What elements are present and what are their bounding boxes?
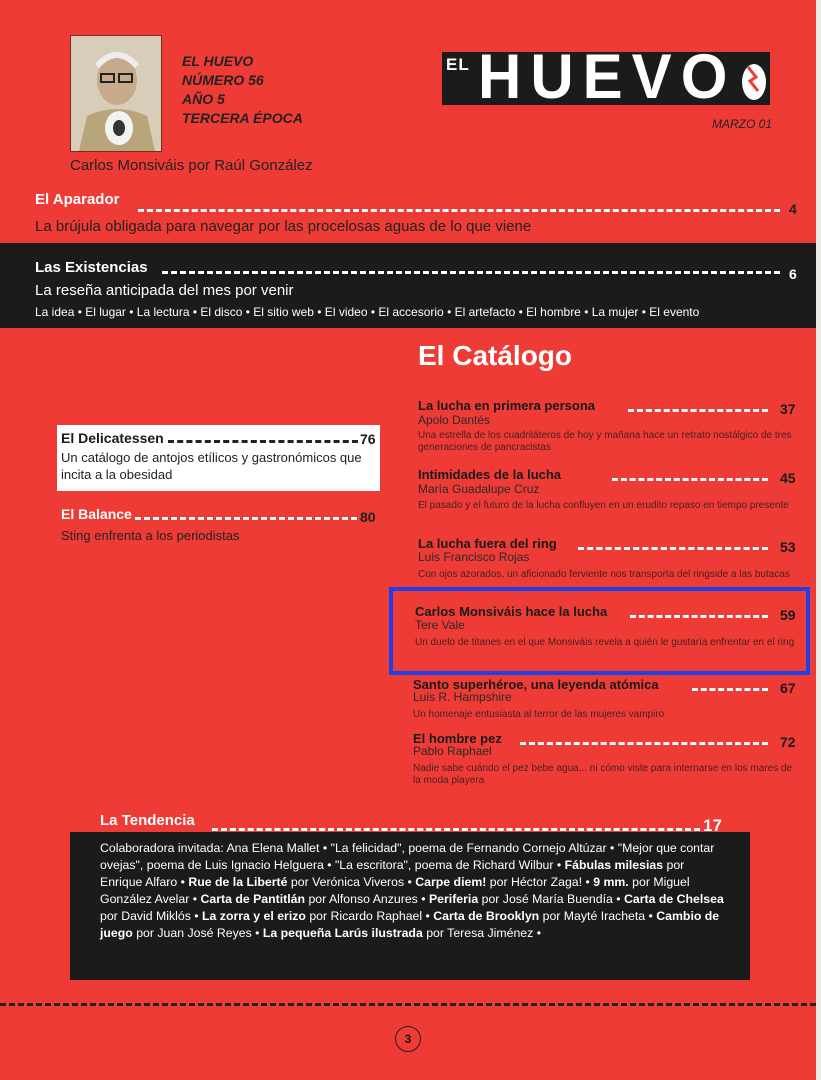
magazine-logo: HUEVO <box>478 41 737 112</box>
contribution-title: Carta de Chelsea <box>624 892 724 906</box>
contribution-title: Fábulas milesias <box>564 858 664 872</box>
leader-line <box>692 688 768 691</box>
contribution-title: Periferia <box>428 892 479 906</box>
issue-line: NÚMERO 56 <box>182 72 264 88</box>
section-existencias-items: La idea • El lugar • La lectura • El disco • El sitio web • El video • El accesorio • El artefacto • El hombre • La mujer • El evento <box>35 305 700 319</box>
leader-line <box>168 440 358 443</box>
contribution-text: por Juan José Reyes • <box>132 926 263 940</box>
article-title: La lucha en primera persona <box>418 398 596 413</box>
issue-line: EL HUEVO <box>182 53 254 69</box>
catalogo-title: El Catálogo <box>418 340 573 371</box>
leader-line <box>520 742 768 745</box>
contribution-text: por David Miklós • <box>100 909 203 923</box>
contribution-text: Colaboradora invitada: Ana Elena Mallet • "La felicidad", poema de Fernando Cornejo Altúzar • "Mejor que contar ovejas", poema de Luis Ignacio Helguera • "La escritora", poema de Richard Wilbur • <box>100 841 715 872</box>
article-description: Un duelo de titanes en el que Monsiváis revela a quién le gustaría enfrentar en el ring <box>415 637 795 648</box>
section-balance-subtitle: Sting enfrenta a los periodistas <box>61 528 240 543</box>
article-page: 72 <box>780 734 796 750</box>
section-existencias-title: Las Existencias <box>35 259 148 276</box>
article-author: Tere Vale <box>415 618 465 632</box>
issue-date: MARZO 01 <box>712 117 773 131</box>
article-author: Luis Francisco Rojas <box>418 550 530 564</box>
section-balance-title: El Balance <box>61 506 132 522</box>
issue-line: AÑO 5 <box>182 91 225 107</box>
article-title: La lucha fuera del ring <box>418 536 557 551</box>
article-page: 67 <box>780 680 796 696</box>
section-delicatessen-title: El Delicatessen <box>61 430 164 446</box>
contribution-text: por Ricardo Raphael • <box>305 909 434 923</box>
contribution-title: 9 mm. <box>593 875 629 889</box>
issue-line: TERCERA ÉPOCA <box>182 110 303 126</box>
section-aparador-subtitle: La brújula obligada para navegar por las procelosas aguas de lo que viene <box>35 218 532 235</box>
article-title: El hombre pez <box>413 731 502 746</box>
article-page: 53 <box>780 539 796 555</box>
contribution-text: por Teresa Jiménez • <box>422 926 542 940</box>
leader-line <box>138 209 780 212</box>
leader-line <box>578 547 768 550</box>
photo-caption: Carlos Monsiváis por Raúl González <box>70 157 313 174</box>
page-number: 3 <box>395 1026 421 1052</box>
contribution-text: por Héctor Zaga! • <box>486 875 594 889</box>
section-aparador-page: 4 <box>789 201 797 217</box>
article-author: Apolo Dantés <box>418 413 491 427</box>
article-title: Santo superhéroe, una leyenda atómica <box>413 677 659 692</box>
contribution-title: Carta de Pantitlán <box>200 892 306 906</box>
logo-small-text: EL <box>446 55 470 74</box>
section-aparador-title: El Aparador <box>35 191 120 208</box>
article-description: El pasado y el futuro de la lucha confluyen en un erudito repaso en tiempo presente <box>418 500 789 511</box>
article-page: 45 <box>780 470 796 486</box>
issue-info <box>182 52 303 128</box>
section-existencias-subtitle: La reseña anticipada del mes por venir <box>35 282 294 299</box>
leader-line <box>162 271 780 274</box>
article-description: Nadie sabe cuándo el pez bebe agua... ni cómo viste para internarse en los mares de la moda playera <box>413 763 793 786</box>
contribution-title: La pequeña Larús ilustrada <box>262 926 423 940</box>
footer-divider <box>0 1003 816 1006</box>
article-description: Un homenaje entusiasta al terror de las mujeres vampiro <box>413 709 665 720</box>
selection-highlight-box <box>389 587 810 675</box>
leader-line <box>135 517 357 520</box>
contribution-title: Rue de la Liberté <box>188 875 288 889</box>
contribution-title: Carpe diem! <box>415 875 487 889</box>
section-balance-page: 80 <box>360 509 376 525</box>
article-description: Con ojos azorados, un aficionado ferviente nos transporta del ringside a las butacas <box>418 569 790 580</box>
section-existencias-page: 6 <box>789 266 797 282</box>
article-author: Pablo Raphael <box>413 744 492 758</box>
article-title: Intimidades de la lucha <box>418 467 562 482</box>
contribution-text: por Verónica Viveros • <box>287 875 416 889</box>
contribution-title: Cambio de juego <box>100 909 720 940</box>
article-title: Carlos Monsiváis hace la lucha <box>415 604 608 619</box>
section-delicatessen-page: 76 <box>360 431 376 447</box>
article-description: Una estrella de los cuadriláteros de hoy y mañana hace un retrato nostálgico de tres generaciones de pancracistas <box>418 430 792 453</box>
contribution-title: La zorra y el erizo <box>202 909 306 923</box>
section-tendencia-title: La Tendencia <box>100 812 195 829</box>
section-delicatessen-subtitle: Un catálogo de antojos etílicos y gastronómicos que incita a la obesidad <box>61 450 362 482</box>
leader-line <box>628 409 768 412</box>
article-author: Luis R. Hampshire <box>413 690 512 704</box>
article-page: 37 <box>780 401 796 417</box>
contribution-title: Carta de Brooklyn <box>433 909 540 923</box>
article-page: 59 <box>780 607 796 623</box>
contribution-text: por José María Buendía • <box>478 892 624 906</box>
contribution-text: por Mayté Iracheta • <box>539 909 657 923</box>
leader-line <box>212 828 700 831</box>
contribution-text: por Enrique Alfaro • <box>100 858 685 889</box>
section-tendencia-page: 17 <box>703 816 722 835</box>
contribution-text: por Alfonso Anzures • <box>305 892 429 906</box>
leader-line <box>612 478 768 481</box>
egg-crack-icon <box>740 57 768 103</box>
contribution-text: por Miguel González Avelar • <box>100 875 690 906</box>
tendencia-contributions <box>100 840 730 942</box>
author-portrait-image <box>70 35 162 152</box>
article-author: María Guadalupe Cruz <box>418 482 540 496</box>
